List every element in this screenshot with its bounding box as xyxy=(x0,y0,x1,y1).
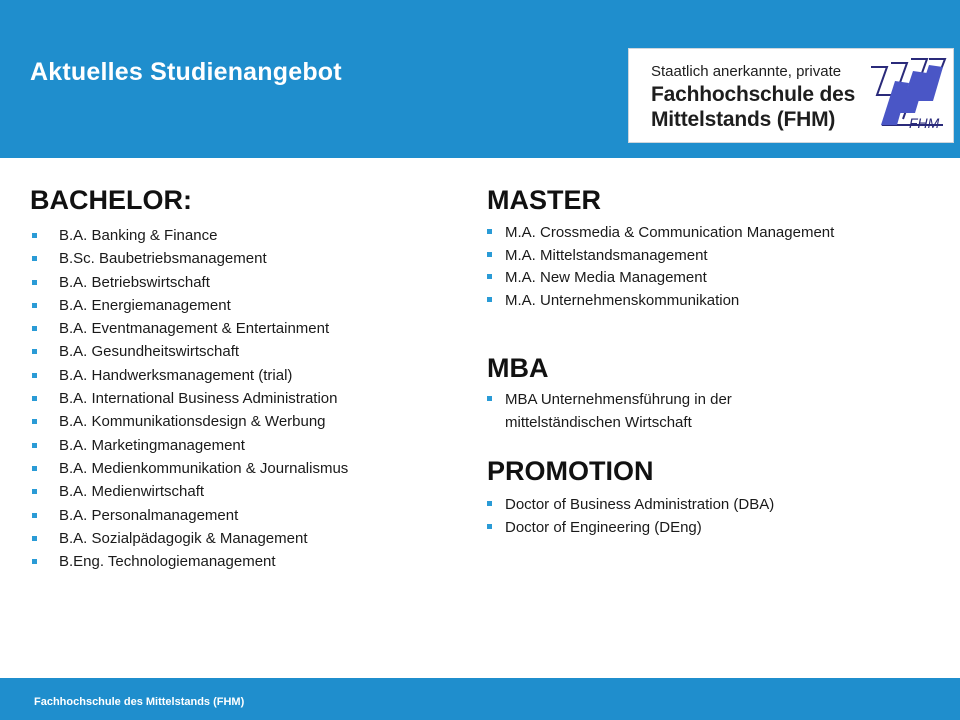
bachelor-item-label: B.A. Marketingmanagement xyxy=(59,436,245,454)
bachelor-list-item xyxy=(32,434,348,457)
master-item-label: M.A. Mittelstandsmanagement xyxy=(505,246,708,264)
mba-heading: MBA xyxy=(487,353,549,383)
master-item-label: M.A. New Media Management xyxy=(505,269,707,286)
square-bullet-icon xyxy=(487,297,492,302)
master-list-item xyxy=(487,245,834,268)
square-bullet-icon xyxy=(32,233,37,238)
page-title: Aktuelles Studienangebot xyxy=(30,58,342,86)
bachelor-item-label: B.Sc. Baubetriebsmanagement xyxy=(59,250,267,268)
master-list-item xyxy=(487,222,834,245)
master-list-item xyxy=(487,290,834,313)
bachelor-list-item xyxy=(32,364,348,387)
square-bullet-icon xyxy=(32,536,37,541)
bachelor-list-item xyxy=(32,387,348,410)
promotion-list-item xyxy=(487,494,774,517)
bachelor-item-label: B.A. Eventmanagement & Entertainment xyxy=(59,320,330,338)
header-bar xyxy=(0,0,960,158)
square-bullet-icon xyxy=(487,396,492,401)
square-bullet-icon xyxy=(32,419,37,424)
square-bullet-icon xyxy=(32,373,37,378)
square-bullet-icon xyxy=(32,256,37,261)
square-bullet-icon xyxy=(487,229,492,234)
master-heading: MASTER xyxy=(487,185,601,215)
logo-mark-text: FHM xyxy=(909,115,940,131)
square-bullet-icon xyxy=(487,524,492,529)
square-bullet-icon xyxy=(32,443,37,448)
square-bullet-icon xyxy=(487,274,492,279)
square-bullet-icon xyxy=(32,349,37,354)
master-item-label: M.A. Crossmedia & Communication Management xyxy=(505,224,835,241)
bachelor-item-label: B.A. Medienwirtschaft xyxy=(59,483,205,501)
master-item-label: M.A. Unternehmenskommunikation xyxy=(505,291,740,309)
square-bullet-icon xyxy=(32,280,37,285)
bachelor-item-label: B.A. Handwerksmanagement (trial) xyxy=(59,366,293,384)
bachelor-item-label: B.A. Personalmanagement xyxy=(59,506,239,524)
square-bullet-icon xyxy=(32,396,37,401)
master-list xyxy=(487,222,834,312)
promotion-heading: PROMOTION xyxy=(487,456,654,486)
square-bullet-icon xyxy=(32,513,37,518)
square-bullet-icon xyxy=(32,303,37,308)
bachelor-list-item xyxy=(32,410,348,433)
bachelor-list-item xyxy=(32,340,348,363)
master-list-item xyxy=(487,267,834,290)
promotion-item-label: Doctor of Business Administration (DBA) xyxy=(505,496,775,513)
bachelor-list-item xyxy=(32,271,348,294)
logo-tagline: Staatlich anerkannte, private xyxy=(651,63,842,80)
mba-list-item xyxy=(487,389,807,434)
bachelor-list-item xyxy=(32,527,348,550)
logo-name-line1: Fachhochschule des xyxy=(651,83,856,106)
square-bullet-icon xyxy=(32,466,37,471)
square-bullet-icon xyxy=(487,252,492,257)
square-bullet-icon xyxy=(32,489,37,494)
bachelor-list-item xyxy=(32,457,348,480)
fhm-logo xyxy=(628,48,954,143)
bachelor-list-item xyxy=(32,504,348,527)
footer-text: Fachhochschule des Mittelstands (FHM) xyxy=(34,696,245,708)
bachelor-list-item xyxy=(32,247,348,270)
bachelor-item-label: B.A. Gesundheitswirtschaft xyxy=(59,343,240,361)
bachelor-item-label: B.Eng. Technologiemanagement xyxy=(59,553,276,571)
promotion-item-label: Doctor of Engineering (DEng) xyxy=(505,518,702,536)
mba-list xyxy=(487,389,807,434)
bachelor-list-item xyxy=(32,550,348,573)
bachelor-item-label: B.A. International Business Administration xyxy=(59,390,338,408)
square-bullet-icon xyxy=(32,559,37,564)
bachelor-item-label: B.A. Betriebswirtschaft xyxy=(59,273,210,291)
bachelor-item-label: B.A. Banking & Finance xyxy=(59,227,218,244)
bachelor-list-item xyxy=(32,317,348,340)
bachelor-list-item xyxy=(32,224,348,247)
bachelor-item-label: B.A. Energiemanagement xyxy=(59,296,231,314)
bachelor-item-label: B.A. Sozialpädagogik & Management xyxy=(59,529,308,547)
promotion-list xyxy=(487,494,774,539)
bachelor-list xyxy=(32,224,348,573)
bachelor-heading: BACHELOR: xyxy=(30,185,192,215)
footer-bar xyxy=(0,678,960,720)
mba-item-label: MBA Unternehmensführung in der mittelständischen Wirtschaft xyxy=(505,391,732,431)
bachelor-item-label: B.A. Medienkommunikation & Journalismus xyxy=(59,459,349,477)
bachelor-list-item xyxy=(32,480,348,503)
bachelor-item-label: B.A. Kommunikationsdesign & Werbung xyxy=(59,413,326,431)
promotion-list-item xyxy=(487,517,774,540)
square-bullet-icon xyxy=(32,326,37,331)
logo-name-line2: Mittelstands (FHM) xyxy=(651,108,836,131)
bachelor-list-item xyxy=(32,294,348,317)
square-bullet-icon xyxy=(487,501,492,506)
